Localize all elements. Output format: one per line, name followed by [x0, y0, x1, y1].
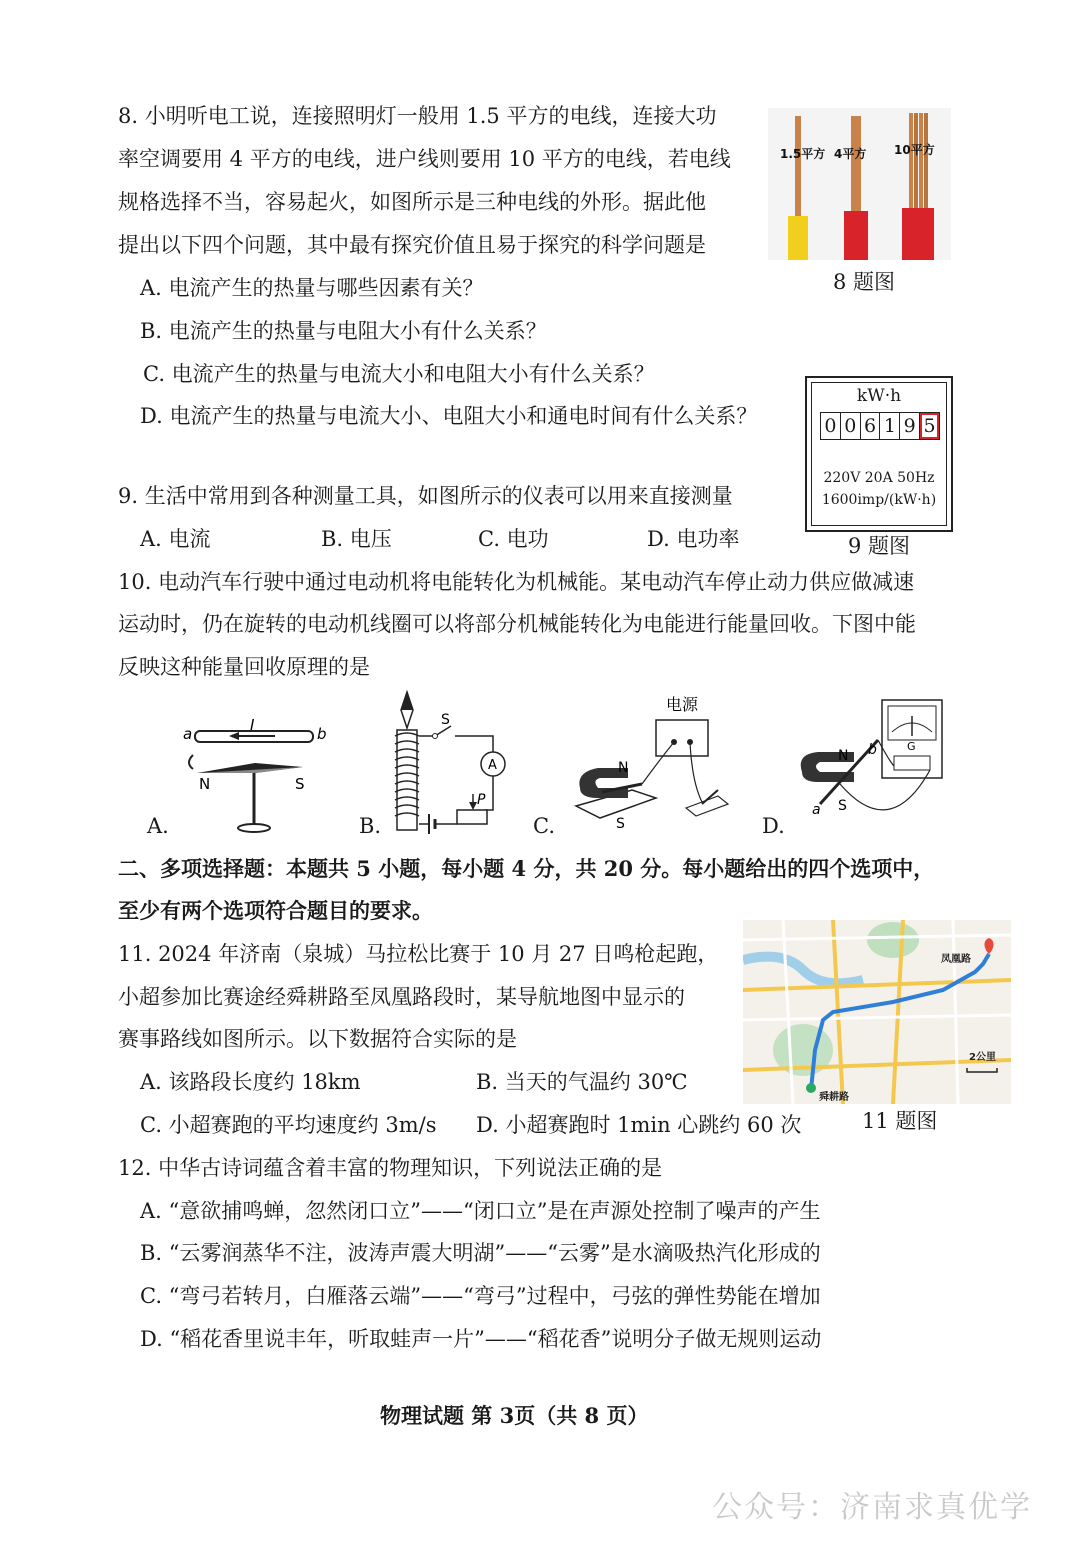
label-s-d: S — [838, 798, 847, 814]
q12-option-c: C. “弯弓若转月，白雁落云端”——“弯弓”过程中，弓弦的弹性势能在增加 — [140, 1284, 821, 1308]
meter-unit: kW·h — [856, 386, 902, 406]
wire-2-insulation — [844, 211, 868, 260]
q10-figure-d — [790, 692, 950, 832]
wire-1-copper — [795, 116, 801, 216]
map-illustration — [743, 920, 1011, 1104]
label-current: I — [250, 716, 255, 734]
q11-route-map — [743, 920, 1011, 1104]
meter-decimal-digit: 5 — [920, 413, 939, 439]
start-pin-icon — [806, 1083, 816, 1093]
wire-b-top — [455, 736, 493, 752]
q8-stem-line-1: 8. 小明听电工说，连接照明灯一般用 1.5 平方的电线，连接大功 — [118, 104, 717, 128]
q10-figure-c — [562, 692, 742, 832]
label-a-d: a — [812, 802, 821, 818]
page-footer: 物理试题 第 3页（共 8 页） — [380, 1403, 649, 1428]
q9-option-a: A. 电流 — [140, 527, 211, 551]
q11-option-d: D. 小超赛跑时 1min 心跳约 60 次 — [476, 1113, 802, 1137]
watermark: 公众号：济南求真优学 — [712, 1490, 1032, 1525]
q11-stem-line-3: 赛事路线如图所示。以下数据符合实际的是 — [118, 1027, 517, 1051]
meter-spec-voltage: 220V 20A 50Hz — [823, 470, 935, 486]
label-n-c: N — [618, 760, 629, 776]
label-b: b — [317, 725, 327, 743]
q8-option-b: B. 电流产生的热量与电阻大小有什么关系？ — [140, 319, 547, 343]
section-2-heading: 二、多项选择题：本题共 5 小题，每小题 4 分，共 20 分。每小题给出的四个选项中， — [118, 856, 935, 881]
label-n: N — [199, 775, 211, 793]
q9-energy-meter — [805, 376, 953, 532]
map-end-label: 凤凰路 — [941, 954, 971, 965]
meter-digit: 0 — [821, 413, 841, 439]
meter-digit: 9 — [900, 413, 920, 439]
wire-label-3: 10平方 — [894, 143, 935, 157]
q12-option-a: A. “意欲捕鸣蝉，忽然闭口立”——“闭口立”是在声源处控制了噪声的产生 — [140, 1199, 821, 1223]
q9-figure-caption: 9 题图 — [848, 534, 911, 558]
power-label: 电源 — [666, 695, 699, 714]
wire-label-1: 1.5平方 — [780, 147, 826, 161]
map-start-label: 舜耕路 — [819, 1092, 849, 1103]
q10-option-c-label: C. — [533, 814, 555, 838]
wire-illustration — [768, 108, 951, 260]
map-lake — [743, 957, 863, 984]
q11-figure-caption: 11 题图 — [862, 1109, 938, 1133]
q9-option-d: D. 电功率 — [647, 527, 740, 551]
solenoid-core — [397, 730, 417, 830]
power-supply — [656, 720, 708, 756]
q10-stem-line-3: 反映这种能量回收原理的是 — [118, 655, 370, 679]
label-b-d: b — [868, 742, 877, 758]
switch-label: S — [441, 712, 450, 728]
q12-option-d: D. “稻花香里说丰年，听取蛙声一片”——“稻花香”说明分子做无规则运动 — [140, 1327, 822, 1351]
meter-digit-window — [820, 412, 940, 440]
map-scale-bar — [967, 1068, 997, 1072]
meter-spec-constant: 1600imp/(kW·h) — [821, 492, 937, 508]
q11-stem-line-1: 11. 2024 年济南（泉城）马拉松比赛于 10 月 27 日鸣枪起跑， — [118, 942, 719, 966]
q12-option-b: B. “云雾润蒸华不注，波涛声震大明湖”——“云雾”是水滴吸热汽化形成的 — [140, 1241, 821, 1265]
q10-option-d-label: D. — [762, 814, 785, 838]
ammeter-label: A — [488, 758, 497, 773]
q11-option-b: B. 当天的气温约 30℃ — [476, 1070, 688, 1094]
q11-stem-line-2: 小超参加比赛途经舜耕路至凤凰路段时，某导航地图中显示的 — [118, 985, 685, 1009]
section-2-heading-2: 至少有两个选项符合题目的要求。 — [118, 898, 433, 923]
wire-1-insulation — [788, 216, 808, 260]
meter-digit: 0 — [841, 413, 861, 439]
q9-option-c: C. 电功 — [478, 527, 549, 551]
q8-option-c: C. 电流产生的热量与电流大小和电阻大小有什么关系？ — [143, 362, 655, 386]
end-pin-icon — [985, 938, 994, 954]
q10-stem-line-1: 10. 电动汽车行驶中通过电动机将电能转化为机械能。某电动汽车停止动力供应做减速 — [118, 570, 915, 594]
galvanometer-label: G — [907, 740, 916, 753]
q8-stem-line-3: 规格选择不当，容易起火，如图所示是三种电线的外形。据此他 — [118, 190, 706, 214]
rotation-arrow — [189, 755, 193, 769]
label-s-c: S — [616, 816, 625, 832]
q10-figure-a — [145, 705, 335, 840]
wire-2-copper — [851, 116, 861, 211]
q11-option-a: A. 该路段长度约 18km — [140, 1070, 361, 1094]
q10-option-b-label: B. — [359, 814, 382, 838]
q10-option-a-label: A. — [147, 814, 169, 838]
q10-stem-line-2: 运动时，仍在旋转的电动机线圈可以将部分机械能转化为电能进行能量回收。下图中能 — [118, 612, 916, 636]
wire-3-insulation — [902, 208, 934, 260]
q8-figure-caption: 8 题图 — [833, 270, 896, 294]
q8-wire-figure — [768, 108, 951, 260]
q10-figure-b — [385, 690, 525, 835]
q9-stem: 9. 生活中常用到各种测量工具，如图所示的仪表可以用来直接测量 — [118, 484, 733, 508]
q9-option-b: B. 电压 — [321, 527, 392, 551]
q11-option-c: C. 小超赛跑的平均速度约 3m/s — [140, 1113, 437, 1137]
q12-stem: 12. 中华古诗词蕴含着丰富的物理知识，下列说法正确的是 — [118, 1156, 663, 1180]
wire-3-copper — [909, 113, 928, 208]
map-park — [867, 922, 919, 958]
map-scale-label: 2公里 — [969, 1052, 996, 1063]
meter-digit: 1 — [880, 413, 900, 439]
q8-option-a: A. 电流产生的热量与哪些因素有关？ — [140, 276, 484, 300]
meter-digit: 6 — [861, 413, 881, 439]
label-s: S — [295, 775, 305, 793]
rheostat — [457, 810, 487, 824]
q8-stem-line-4: 提出以下四个问题，其中最有探究价值且易于探究的科学问题是 — [118, 233, 706, 257]
q8-stem-line-2: 率空调要用 4 平方的电线，进户线则要用 10 平方的电线，若电线 — [118, 147, 731, 171]
stand-base — [238, 824, 270, 832]
slider-label: P — [477, 792, 486, 808]
rheostat-slider — [469, 802, 477, 810]
label-n-d: N — [838, 748, 849, 764]
q8-option-d: D. 电流产生的热量与电流大小、电阻大小和通电时间有什么关系？ — [140, 404, 758, 428]
label-a: a — [183, 725, 193, 743]
wire-label-2: 4平方 — [834, 147, 867, 161]
